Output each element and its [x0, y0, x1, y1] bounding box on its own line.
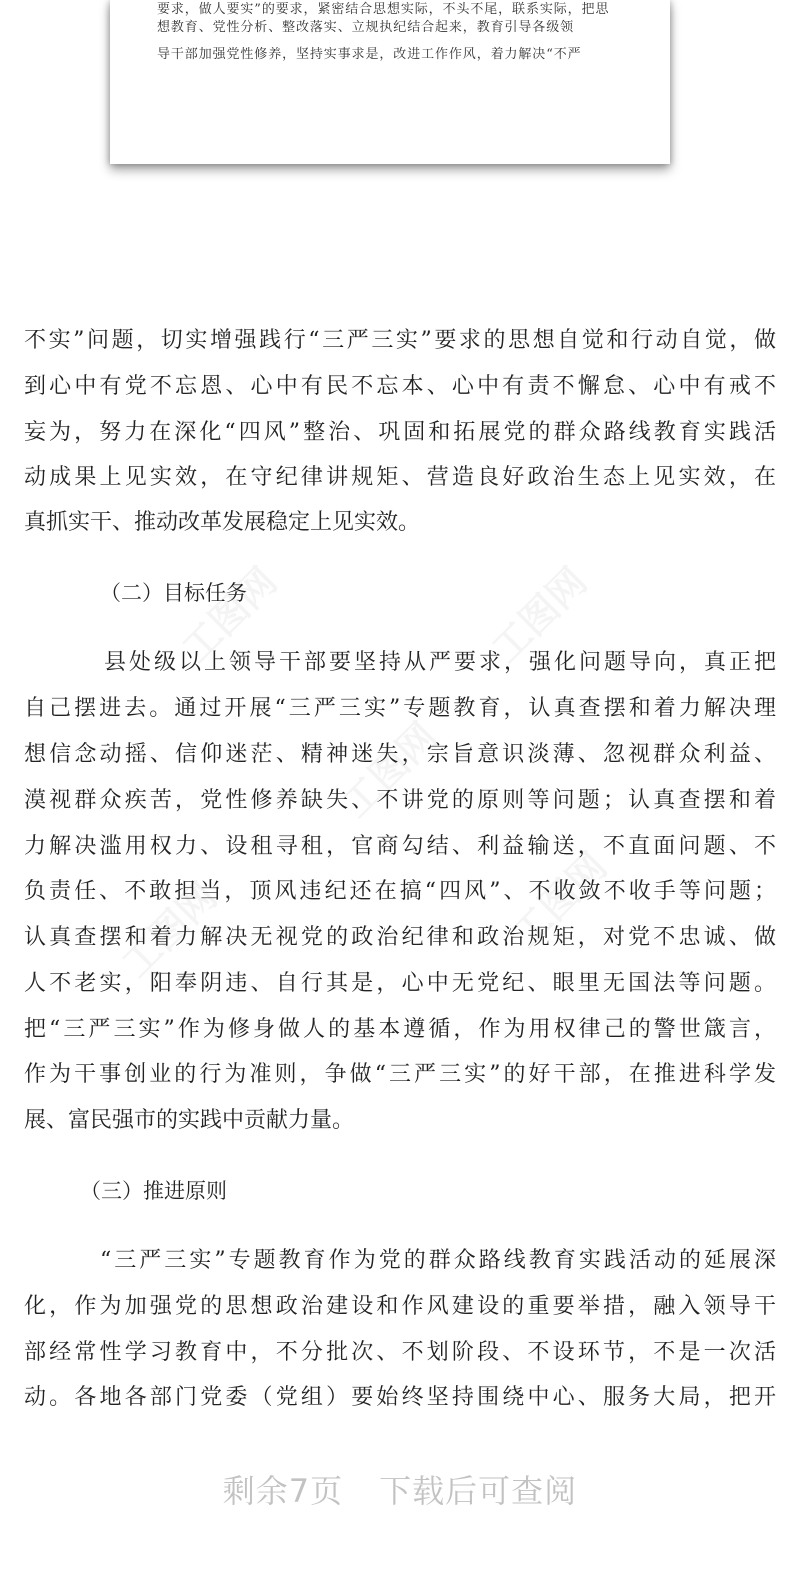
paragraph-line: 想信念动摇、信仰迷茫、精神迷失，宗旨意识淡薄、忽视群众利益、 [24, 742, 776, 767]
remaining-pages-text: 剩余7页 [222, 1472, 344, 1510]
paragraph-line: 负责任、不敢担当，顶风违纪还在搞“四风”、不收敛不收手等问题； [24, 879, 776, 904]
paragraph-line: 县处级以上领导干部要坚持从严要求，强化问题导向，真正把 [104, 650, 776, 675]
paragraph-line: “三严三实”专题教育作为党的群众路线教育实践活动的延展深 [100, 1248, 776, 1273]
preview-line: 要求，做人要实”的要求，紧密结合思想实际，不头不尾，联系实际，把思 [157, 2, 610, 17]
paragraph-line: 漠视群众疾苦，党性修养缺失、不讲党的原则等问题；认真查摆和着 [24, 788, 776, 813]
paragraph-line: 到心中有党不忘恩、心中有民不忘本、心中有责不懈怠、心中有戒不 [24, 374, 776, 399]
paragraph-line: 认真查摆和着力解决无视党的政治纪律和政治规矩，对党不忠诚、做 [24, 925, 776, 950]
download-to-view-text[interactable]: 下载后可查阅 [379, 1472, 578, 1510]
paragraph-line: 妄为，努力在深化“四风”整治、巩固和拓展党的群众路线教育实践活 [24, 420, 776, 445]
preview-page-card [110, 0, 670, 164]
paragraph-line: 自己摆进去。通过开展“三严三实”专题教育，认真查摆和着力解决理 [24, 696, 776, 721]
section-heading: （二）目标任务 [100, 581, 247, 605]
section-heading: （三）推进原则 [80, 1179, 227, 1203]
paragraph-line: 展、富民强市的实践中贡献力量。 [24, 1108, 355, 1133]
paragraph-line: 人不老实，阳奉阴违、自行其是，心中无党纪、眼里无国法等问题。 [24, 971, 776, 996]
paragraph-line: 力解决滥用权力、设租寻租，官商勾结、利益输送，不直面问题、不 [24, 834, 776, 859]
paragraph-line: 化，作为加强党的思想政治建设和作风建设的重要举措，融入领导干 [24, 1294, 776, 1319]
paragraph-line: 动。各地各部门党委（党组）要始终坚持围绕中心、服务大局，把开 [24, 1385, 776, 1410]
paragraph-line: 不实”问题，切实增强践行“三严三实”要求的思想自觉和行动自觉，做 [24, 328, 776, 353]
paragraph-line: 真抓实干、推动改革发展稳定上见实效。 [24, 510, 421, 535]
preview-line: 导干部加强党性修养，坚持实事求是，改进工作作风，着力解决“不严 [157, 47, 582, 62]
paragraph-line: 动成果上见实效，在守纪律讲规矩、营造良好政治生态上见实效，在 [24, 465, 776, 490]
paragraph-line: 作为干事创业的行为准则，争做“三严三实”的好干部，在推进科学发 [24, 1062, 776, 1087]
download-prompt[interactable] [0, 1466, 800, 1512]
paragraph-line: 把“三严三实”作为修身做人的基本遵循，作为用权律己的警世箴言， [24, 1017, 776, 1042]
preview-line: 想教育、党性分析、整改落实、立规执纪结合起来，教育引导各级领 [157, 20, 575, 35]
paragraph-line: 部经常性学习教育中，不分批次、不划阶段、不设环节，不是一次活 [24, 1340, 776, 1365]
